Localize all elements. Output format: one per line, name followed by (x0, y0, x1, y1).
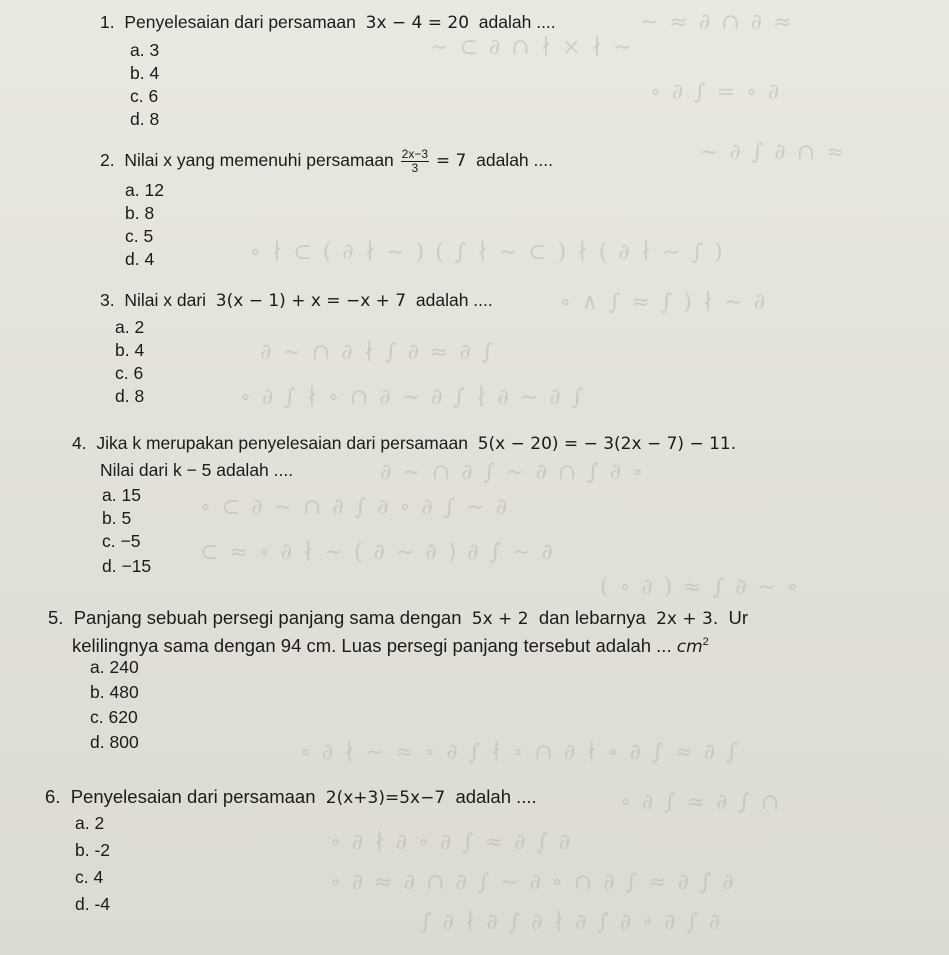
question-text: adalah .... (415, 290, 493, 310)
bleed-through-mark: ∼ ⊂ ∂ ∩ ∤ × ∤ ∼ (430, 35, 634, 60)
equation: 3(x − 1) + x = −x + 7 (215, 291, 407, 311)
bleed-through-mark: ∘ ∧ ∫ ≈ ∫ ) ∤ ∼ ∂ (560, 290, 768, 315)
question-text: Panjang sebuah persegi panjang sama dengan (73, 607, 462, 628)
option-letter: d. (102, 556, 117, 576)
unit-exponent: 2 (702, 635, 709, 648)
option-a (125, 180, 164, 201)
option-letter: b. (90, 682, 105, 702)
option-b (130, 63, 159, 84)
option-value: 8 (149, 109, 160, 129)
option-letter: d. (115, 386, 130, 406)
question-text: kelilingnya sama dengan 94 cm. Luas persegi panjang tersebut adalah ... (72, 635, 672, 656)
fraction-numerator: 2x−3 (401, 147, 429, 161)
bleed-through-mark: ∼ ∂ ∫ ∂ ∩ ≈ (700, 140, 847, 165)
question-text: Nilai x dari (124, 290, 207, 310)
question-1 (100, 12, 556, 33)
option-c (130, 86, 158, 107)
option-letter: d. (130, 109, 145, 129)
option-value: 8 (134, 386, 145, 406)
option-b (90, 682, 139, 703)
option-letter: a. (130, 40, 145, 60)
question-text: Nilai dari k − 5 adalah .... (100, 460, 294, 480)
option-b (115, 340, 144, 361)
option-a (130, 40, 159, 61)
option-value: 5 (143, 226, 154, 246)
option-letter: a. (102, 485, 117, 505)
question-text: Penyelesaian dari persamaan (124, 12, 356, 32)
question-number: 1. (100, 12, 115, 32)
option-value: 800 (109, 732, 139, 752)
equation: = 7 (435, 151, 467, 172)
equation: 2(x+3)=5x−7 (325, 788, 446, 808)
option-letter: c. (115, 363, 129, 383)
bleed-through-mark: ∫ ∂ ∤ ∂ ∫ ∂ ∤ ∂ ∫ ∂ ∘ ∂ ∫ ∂ (420, 910, 723, 935)
option-value: −15 (121, 556, 152, 576)
option-b (102, 508, 131, 529)
option-letter: c. (102, 531, 116, 551)
option-value: 12 (144, 180, 164, 200)
question-6 (45, 786, 537, 808)
option-a (102, 485, 141, 506)
question-5 (48, 607, 748, 629)
question-text: adalah .... (455, 786, 537, 807)
option-letter: d. (90, 732, 105, 752)
option-c (90, 707, 138, 728)
option-a (90, 657, 139, 678)
option-letter: b. (115, 340, 130, 360)
option-letter: b. (102, 508, 117, 528)
option-c (115, 363, 143, 384)
question-number: 5. (48, 607, 64, 628)
option-letter: c. (90, 707, 104, 727)
question-text: Jika k merupakan penyelesaian dari persamaan (96, 433, 468, 453)
question-text: adalah .... (478, 12, 556, 32)
option-value: 6 (148, 86, 159, 106)
option-value: 620 (108, 707, 138, 727)
option-value: 4 (144, 249, 155, 269)
option-d (75, 894, 110, 915)
option-letter: a. (125, 180, 140, 200)
bleed-through-mark: ∘ ∂ ∤ ∼ ≈ ∘ ∂ ∫ ∤ ∘ ∩ ∂ ∤ ∘ ∂ ∫ ≈ ∂ ∫ (300, 740, 740, 765)
option-letter: c. (130, 86, 144, 106)
option-letter: b. (125, 203, 140, 223)
bleed-through-mark: ∂ ∼ ∩ ∂ ∫ ∼ ∂ ∩ ∫ ∂ ∘ (380, 460, 645, 485)
question-4 (72, 433, 736, 454)
question-5-line2 (72, 635, 709, 657)
option-value: 15 (121, 485, 141, 505)
question-2 (100, 148, 553, 175)
option-d (130, 109, 159, 130)
option-value: 4 (134, 340, 145, 360)
option-value: 3 (149, 40, 160, 60)
option-b (125, 203, 154, 224)
option-value: 5 (121, 508, 132, 528)
option-letter: a. (75, 813, 90, 833)
option-value: 2 (94, 813, 105, 833)
option-letter: d. (75, 894, 90, 914)
option-letter: a. (115, 317, 130, 337)
question-number: 4. (72, 433, 87, 453)
option-value: 8 (144, 203, 155, 223)
equation: 3x − 4 = 20 (365, 13, 470, 33)
option-value: -4 (94, 894, 111, 914)
equation: 5x + 2 (471, 609, 529, 629)
question-text: Ur (728, 607, 749, 628)
question-text: Penyelesaian dari persamaan (70, 786, 316, 807)
option-d (125, 249, 154, 270)
bleed-through-mark: ∘ ∂ ∫ = ∘ ∂ (650, 80, 782, 105)
option-a (115, 317, 144, 338)
question-number: 3. (100, 290, 115, 310)
unit: cm (676, 637, 703, 657)
option-a (75, 813, 104, 834)
option-c (75, 867, 103, 888)
option-letter: c. (75, 867, 89, 887)
option-value: 2 (134, 317, 145, 337)
option-value: 480 (109, 682, 139, 702)
equation: 5(x − 20) = − 3(2x − 7) − 11. (477, 434, 737, 454)
option-letter: b. (130, 63, 145, 83)
option-d (90, 732, 139, 753)
bleed-through-mark: ∘ ∂ ∤ ∂ ∘ ∂ ∫ ≈ ∂ ∫ ∂ (330, 830, 573, 855)
option-value: 6 (133, 363, 144, 383)
question-4-line2 (100, 460, 293, 481)
bleed-through-mark: ∘ ∂ ≈ ∂ ∩ ∂ ∫ ∼ ∂ ∘ ∩ ∂ ∫ ≈ ∂ ∫ ∂ (330, 870, 736, 895)
bleed-through-mark: ∂ ∼ ∩ ∂ ∤ ∫ ∂ ≈ ∂ ∫ (260, 340, 496, 365)
option-value: 4 (149, 63, 160, 83)
question-text: adalah .... (476, 150, 553, 171)
option-d (115, 386, 144, 407)
option-value: 4 (93, 867, 104, 887)
bleed-through-mark: ∘ ∂ ∫ ∤ ∘ ∩ ∂ ∼ ∂ ∫ ∤ ∂ ∼ ∂ ∫ (240, 385, 586, 410)
bleed-through-mark: ∘ ∂ ∫ ≈ ∂ ∫ ∩ (620, 790, 782, 815)
fraction-denominator: 3 (411, 161, 419, 175)
fraction (401, 148, 429, 175)
bleed-through-mark: ~ ≈ ∂ ∩ ∂ ≈ (640, 10, 794, 35)
option-value: −5 (120, 531, 141, 551)
option-letter: b. (75, 840, 90, 860)
question-3 (100, 290, 493, 311)
option-value: -2 (94, 840, 111, 860)
question-text: dan lebarnya (538, 607, 646, 628)
question-number: 2. (100, 150, 115, 171)
bleed-through-mark: ∘ ∤ ⊂ ( ∂ ∤ ∼ ) ( ∫ ∤ ∼ ⊂ ) ∤ ( ∂ ∤ ∼ ∫ ) (250, 240, 725, 265)
option-c (102, 531, 140, 552)
option-d (102, 556, 151, 577)
question-number: 6. (45, 786, 61, 807)
option-letter: a. (90, 657, 105, 677)
option-b (75, 840, 110, 861)
bleed-through-mark: ∘ ⊂ ∂ ∼ ∩ ∂ ∫ ∂ ∘ ∂ ∫ ∼ ∂ (200, 495, 510, 520)
bleed-through-mark: ⊂ ≈ ∘ ∂ ∤ ∼ ( ∂ ∼ ∂ ) ∂ ∫ ∼ ∂ (200, 540, 555, 565)
option-c (125, 226, 153, 247)
equation: 2x + 3. (656, 609, 719, 629)
bleed-through-mark: ( ∘ ∂ ) ≈ ∫ ∂ ∼ ∘ (600, 575, 800, 600)
option-letter: d. (125, 249, 140, 269)
question-text: Nilai x yang memenuhi persamaan (124, 150, 394, 171)
option-value: 240 (109, 657, 139, 677)
option-letter: c. (125, 226, 139, 246)
